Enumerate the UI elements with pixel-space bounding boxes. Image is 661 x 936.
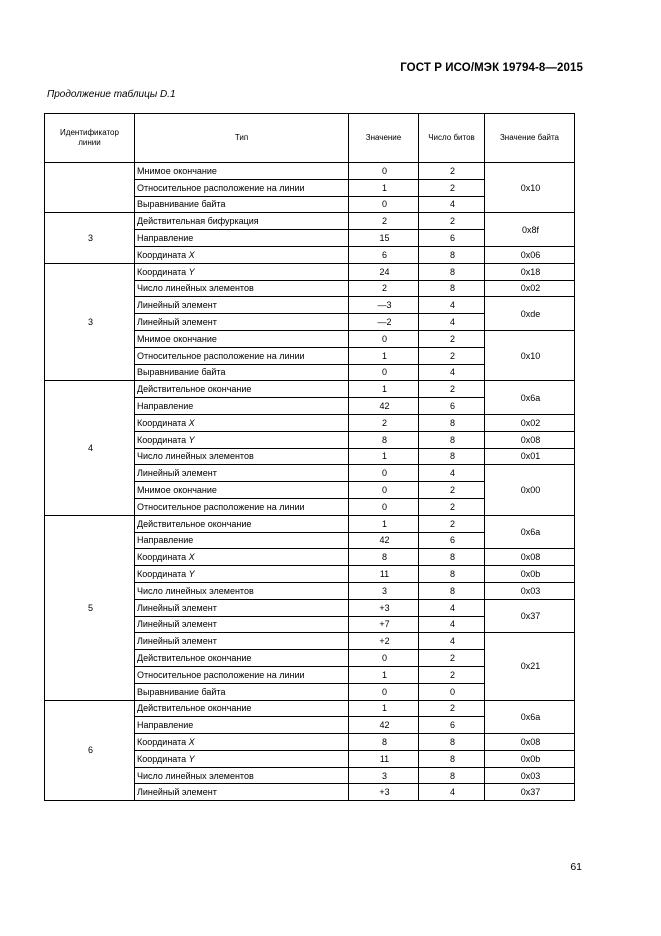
bits-cell: 8 (419, 263, 485, 280)
bits-cell: 6 (419, 717, 485, 734)
value-cell: 1 (349, 448, 419, 465)
byte-value-cell: 0x0b (485, 566, 575, 583)
bits-cell: 2 (419, 482, 485, 499)
coordinate-axis: X (188, 736, 195, 747)
type-label: Координата (137, 417, 189, 428)
bits-cell: 4 (419, 297, 485, 314)
byte-value-cell: 0x8f (485, 213, 575, 247)
type-cell (135, 414, 349, 431)
bits-cell: 4 (419, 633, 485, 650)
bits-cell: 4 (419, 314, 485, 331)
bits-cell: 8 (419, 750, 485, 767)
coordinate-axis: X (188, 552, 195, 563)
bits-cell: 4 (419, 364, 485, 381)
bits-cell: 6 (419, 230, 485, 247)
byte-value-cell: 0x02 (485, 414, 575, 431)
bits-cell: 8 (419, 566, 485, 583)
value-cell: 0 (349, 196, 419, 213)
value-cell: 0 (349, 163, 419, 180)
bits-cell: 2 (419, 213, 485, 230)
value-cell: 0 (349, 482, 419, 499)
bits-cell: 2 (419, 163, 485, 180)
value-cell: 42 (349, 717, 419, 734)
byte-value-cell: 0x6a (485, 381, 575, 415)
value-cell: 3 (349, 582, 419, 599)
type-cell: Выравнивание байта (135, 364, 349, 381)
type-cell: Действительное окончание (135, 700, 349, 717)
type-cell: Действительное окончание (135, 381, 349, 398)
value-cell: 2 (349, 213, 419, 230)
table-row (45, 163, 575, 180)
type-label: Координата (137, 249, 189, 260)
type-cell: Направление (135, 230, 349, 247)
value-cell: 0 (349, 650, 419, 667)
value-cell: 0 (349, 683, 419, 700)
table-header-row (45, 114, 575, 163)
bits-cell: 8 (419, 549, 485, 566)
type-cell (135, 246, 349, 263)
type-cell: Мнимое окончание (135, 163, 349, 180)
line-id-cell: 5 (45, 515, 135, 700)
value-cell: 11 (349, 566, 419, 583)
type-cell: Линейный элемент (135, 465, 349, 482)
byte-value-cell: 0x37 (485, 784, 575, 801)
value-cell: 0 (349, 330, 419, 347)
type-cell: Число линейных элементов (135, 448, 349, 465)
value-cell: 8 (349, 734, 419, 751)
bits-cell: 2 (419, 650, 485, 667)
type-cell: Направление (135, 717, 349, 734)
byte-value-cell: 0x03 (485, 582, 575, 599)
type-label: Координата (137, 569, 189, 580)
value-cell: 0 (349, 465, 419, 482)
line-id-cell: 3 (45, 213, 135, 263)
type-label: Координата (137, 753, 189, 764)
line-id-cell: 4 (45, 381, 135, 515)
bits-cell: 4 (419, 599, 485, 616)
type-label: Координата (137, 434, 189, 445)
type-cell (135, 431, 349, 448)
byte-value-cell: 0x01 (485, 448, 575, 465)
coordinate-axis: Y (188, 266, 195, 277)
value-cell: +3 (349, 784, 419, 801)
type-cell: Относительное расположение на линии (135, 666, 349, 683)
value-cell: 8 (349, 549, 419, 566)
bits-cell: 4 (419, 784, 485, 801)
bits-cell: 8 (419, 734, 485, 751)
value-cell: 1 (349, 179, 419, 196)
type-cell: Направление (135, 398, 349, 415)
value-cell: 1 (349, 515, 419, 532)
type-cell: Линейный элемент (135, 314, 349, 331)
bits-cell: 8 (419, 448, 485, 465)
byte-value-cell: 0x37 (485, 599, 575, 633)
type-cell: Линейный элемент (135, 633, 349, 650)
type-cell: Линейный элемент (135, 616, 349, 633)
bits-cell: 2 (419, 515, 485, 532)
table-row (45, 213, 575, 230)
value-cell: 1 (349, 347, 419, 364)
table-row (45, 700, 575, 717)
type-cell: Выравнивание байта (135, 196, 349, 213)
bits-cell: 2 (419, 381, 485, 398)
byte-value-cell: 0x02 (485, 280, 575, 297)
type-cell: Линейный элемент (135, 297, 349, 314)
bits-cell: 0 (419, 683, 485, 700)
column-header-type: Тип (135, 114, 349, 163)
type-cell: Линейный элемент (135, 599, 349, 616)
table-caption: Продолжение таблицы D.1 (47, 89, 176, 100)
type-cell (135, 549, 349, 566)
value-cell: 42 (349, 532, 419, 549)
value-cell: 6 (349, 246, 419, 263)
type-cell (135, 750, 349, 767)
type-cell (135, 566, 349, 583)
bits-cell: 2 (419, 330, 485, 347)
table-body (45, 163, 575, 801)
type-cell: Мнимое окончание (135, 330, 349, 347)
type-cell: Действительная бифуркация (135, 213, 349, 230)
bits-cell: 2 (419, 700, 485, 717)
value-cell: 2 (349, 414, 419, 431)
type-cell: Число линейных элементов (135, 582, 349, 599)
value-cell: 8 (349, 431, 419, 448)
bits-cell: 8 (419, 582, 485, 599)
type-cell: Относительное расположение на линии (135, 347, 349, 364)
column-header-byte-value: Значение байта (485, 114, 575, 163)
bits-cell: 8 (419, 280, 485, 297)
type-label: Координата (137, 736, 189, 747)
value-cell: 11 (349, 750, 419, 767)
value-cell: 1 (349, 700, 419, 717)
type-label: Координата (137, 552, 189, 563)
bits-cell: 2 (419, 666, 485, 683)
line-id-cell: 3 (45, 263, 135, 381)
coordinate-axis: X (188, 249, 195, 260)
value-cell: —3 (349, 297, 419, 314)
byte-value-cell: 0x6a (485, 515, 575, 549)
value-cell: +2 (349, 633, 419, 650)
value-cell: 0 (349, 498, 419, 515)
column-header-line-id: Идентификатор линии (45, 114, 135, 163)
data-table (44, 113, 575, 801)
coordinate-axis: Y (188, 753, 195, 764)
value-cell: 1 (349, 381, 419, 398)
byte-value-cell: 0x00 (485, 465, 575, 515)
type-cell: Мнимое окончание (135, 482, 349, 499)
value-cell: —2 (349, 314, 419, 331)
value-cell: 1 (349, 666, 419, 683)
byte-value-cell: 0x08 (485, 431, 575, 448)
type-cell: Число линейных элементов (135, 280, 349, 297)
byte-value-cell: 0xde (485, 297, 575, 331)
value-cell: 24 (349, 263, 419, 280)
bits-cell: 6 (419, 532, 485, 549)
value-cell: 2 (349, 280, 419, 297)
column-header-bits: Число битов (419, 114, 485, 163)
value-cell: 15 (349, 230, 419, 247)
line-id-cell: 6 (45, 700, 135, 801)
type-cell: Действительное окончание (135, 650, 349, 667)
type-cell (135, 263, 349, 280)
byte-value-cell: 0x08 (485, 549, 575, 566)
table-row (45, 381, 575, 398)
value-cell: 3 (349, 767, 419, 784)
byte-value-cell: 0x21 (485, 633, 575, 700)
table-row (45, 515, 575, 532)
column-header-value: Значение (349, 114, 419, 163)
bits-cell: 8 (419, 767, 485, 784)
byte-value-cell: 0x18 (485, 263, 575, 280)
bits-cell: 2 (419, 179, 485, 196)
coordinate-axis: Y (188, 569, 195, 580)
bits-cell: 8 (419, 431, 485, 448)
byte-value-cell: 0x06 (485, 246, 575, 263)
value-cell: 42 (349, 398, 419, 415)
type-cell: Относительное расположение на линии (135, 179, 349, 196)
table-row (45, 263, 575, 280)
bits-cell: 2 (419, 347, 485, 364)
type-cell (135, 734, 349, 751)
type-cell: Действительное окончание (135, 515, 349, 532)
bits-cell: 6 (419, 398, 485, 415)
type-cell: Число линейных элементов (135, 767, 349, 784)
bits-cell: 4 (419, 465, 485, 482)
byte-value-cell: 0x03 (485, 767, 575, 784)
type-cell: Относительное расположение на линии (135, 498, 349, 515)
byte-value-cell: 0x08 (485, 734, 575, 751)
page-number: 61 (570, 861, 582, 873)
type-cell: Направление (135, 532, 349, 549)
byte-value-cell: 0x0b (485, 750, 575, 767)
value-cell: +7 (349, 616, 419, 633)
coordinate-axis: Y (188, 434, 195, 445)
bits-cell: 2 (419, 498, 485, 515)
line-id-cell (45, 163, 135, 213)
byte-value-cell: 0x10 (485, 163, 575, 213)
document-code: ГОСТ Р ИСО/МЭК 19794-8—2015 (400, 62, 583, 74)
bits-cell: 8 (419, 414, 485, 431)
bits-cell: 8 (419, 246, 485, 263)
bits-cell: 4 (419, 616, 485, 633)
value-cell: 0 (349, 364, 419, 381)
type-label: Координата (137, 266, 189, 277)
coordinate-axis: X (188, 417, 195, 428)
value-cell: +3 (349, 599, 419, 616)
type-cell: Линейный элемент (135, 784, 349, 801)
type-cell: Выравнивание байта (135, 683, 349, 700)
byte-value-cell: 0x10 (485, 330, 575, 380)
byte-value-cell: 0x6a (485, 700, 575, 734)
bits-cell: 4 (419, 196, 485, 213)
